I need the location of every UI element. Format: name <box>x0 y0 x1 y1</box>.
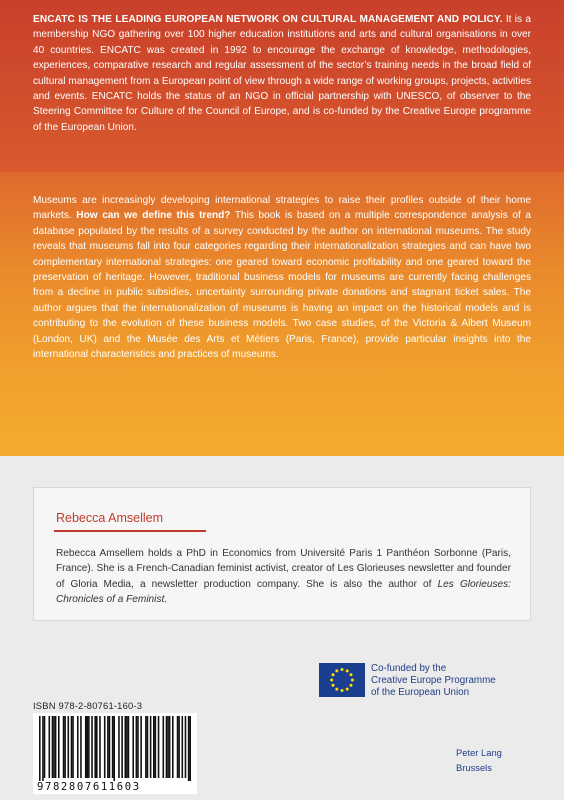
blurb-question: How can we define this trend? <box>76 210 231 222</box>
blurb-part-1: Museums are increasingly developing international strategies to raise their profiles outside of their home markets. <box>33 195 531 222</box>
barcode-bar <box>163 716 165 778</box>
barcode-bar <box>178 716 180 778</box>
barcode-bar <box>153 716 155 778</box>
barcode-bar <box>55 716 57 778</box>
author-book-title: Les Glorieuses: Chronicles of a Feminist <box>56 578 511 606</box>
barcode-bar <box>185 716 187 778</box>
eu-line-2: Creative Europe Programme <box>371 675 496 686</box>
author-bio-box <box>33 487 531 621</box>
barcode-bar <box>158 716 160 778</box>
barcode-bar <box>113 716 115 782</box>
barcode-bar <box>136 716 138 778</box>
barcode <box>33 713 197 786</box>
barcode-bar <box>121 716 123 778</box>
barcode-bar <box>68 716 70 778</box>
barcode-bar <box>140 716 142 778</box>
book-blurb-section <box>0 172 564 456</box>
barcode-bar <box>145 716 147 778</box>
barcode-bar <box>125 716 127 778</box>
barcode-bar <box>167 716 169 778</box>
barcode-bar <box>39 716 41 782</box>
barcode-bar <box>87 716 89 778</box>
barcode-bar <box>44 716 46 778</box>
eu-line-3: of the European Union <box>371 687 470 698</box>
isbn-label: ISBN 978-2-80761-160-3 <box>33 700 143 711</box>
barcode-bar <box>77 716 79 778</box>
barcode-bar <box>109 716 111 778</box>
eu-flag-icon <box>319 663 365 697</box>
barcode-bar <box>166 716 168 778</box>
encatc-text <box>33 12 531 135</box>
barcode-bar <box>118 716 120 778</box>
barcode-bar <box>53 716 55 778</box>
barcode-bar <box>71 716 73 778</box>
barcode-bar <box>72 716 74 778</box>
barcode-bar <box>189 716 191 782</box>
barcode-bar <box>94 716 96 778</box>
author-name: Rebecca Amsellem <box>56 511 163 525</box>
author-bio-end: . <box>164 594 168 606</box>
barcode-bar <box>91 716 93 778</box>
eu-flag-stars <box>319 663 365 697</box>
book-blurb <box>33 193 531 362</box>
barcode-bar <box>155 716 157 778</box>
author-bio <box>56 546 511 608</box>
barcode-bar <box>107 716 109 778</box>
author-bio-main: Rebecca Amsellem holds a PhD in Economics from Université Paris 1 Panthéon Sorbonne (Paris, France). She is a French-Canadian feminist activist, creator of Les Glorieuses newsletter and founder of Gloria Media, a newsletter production company. She is also the author of <box>56 548 511 590</box>
eu-line-1: Co-funded by the <box>371 663 447 674</box>
barcode-bar <box>88 716 90 778</box>
eu-cofunded-text <box>371 663 531 699</box>
barcode-bar <box>177 716 179 778</box>
author-name-underline <box>54 530 206 532</box>
barcode-bar <box>188 716 190 782</box>
barcode-bar <box>96 716 98 778</box>
barcode-bar <box>169 716 171 778</box>
publisher-city: Brussels <box>456 761 492 773</box>
barcode-bar <box>99 716 101 778</box>
barcode-bar <box>104 716 106 778</box>
barcode-bar <box>137 716 139 778</box>
barcode-bar <box>112 716 114 778</box>
barcode-bar <box>85 716 87 778</box>
encatc-body: It is a membership NGO gathering over 100 higher education institutions and arts and cultural organisations in over 40 countries. ENCATC was created in 1992 to encourage the exchange of knowledge, methodologies, experiences, comparative research and regular assessment of the sector’s training needs in the broad field of cultural management from a European point of view through a wide range of working groups, projects, activities and events. ENCATC holds the status of an NGO in official partnership with UNESCO, of observer to the Steering Committee for Culture of the Council of Europe, and is co-funded by the Creative Europe programme of the European Union. <box>33 14 531 133</box>
barcode-bar <box>42 716 44 782</box>
barcode-bar <box>126 716 128 778</box>
barcode-bar <box>128 716 130 778</box>
barcode-bar <box>52 716 54 778</box>
barcode-bar <box>58 716 60 778</box>
barcode-bar <box>63 716 65 778</box>
barcode-bar <box>132 716 134 778</box>
barcode-digits: 9782807611603 <box>33 781 197 794</box>
barcode-bar <box>182 716 184 778</box>
publisher-block <box>456 746 502 775</box>
barcode-bar <box>49 716 51 778</box>
blurb-part-2: This book is based on a multiple correspondence analysis of a database populated by the results of a survey conducted by the author on international museums. The study reveals that museums fall into four categories regarding their internationalization strategies and can have two complementary international strategies: one geared toward economic profitability and one geared toward the preservation of heritage. However, traditional business models for museums are currently facing challenges from a decline in public subsidies, uncertainty surrounding private donations and stagnant ticket sales. The author argues that the internationalization of museums is having an impact on the historical models and is contributing to the evolution of these business models. Two case studies, of the Victoria & Albert Museum (London, UK) and the Musée des Arts et Métiers (Paris, France), provide particular insights into the international characteristics and practices of museums. <box>33 210 531 361</box>
publisher-name: Peter Lang <box>456 747 502 758</box>
barcode-bar <box>64 716 66 778</box>
barcode-bar <box>172 716 174 778</box>
barcode-bar <box>150 716 152 778</box>
barcode-bars <box>39 716 191 782</box>
barcode-bar <box>80 716 82 778</box>
barcode-bar <box>147 716 149 778</box>
encatc-lead: ENCATC IS THE LEADING EUROPEAN NETWORK ON CULTURAL MANAGEMENT AND POLICY. <box>33 14 503 25</box>
encatc-section <box>0 0 564 172</box>
